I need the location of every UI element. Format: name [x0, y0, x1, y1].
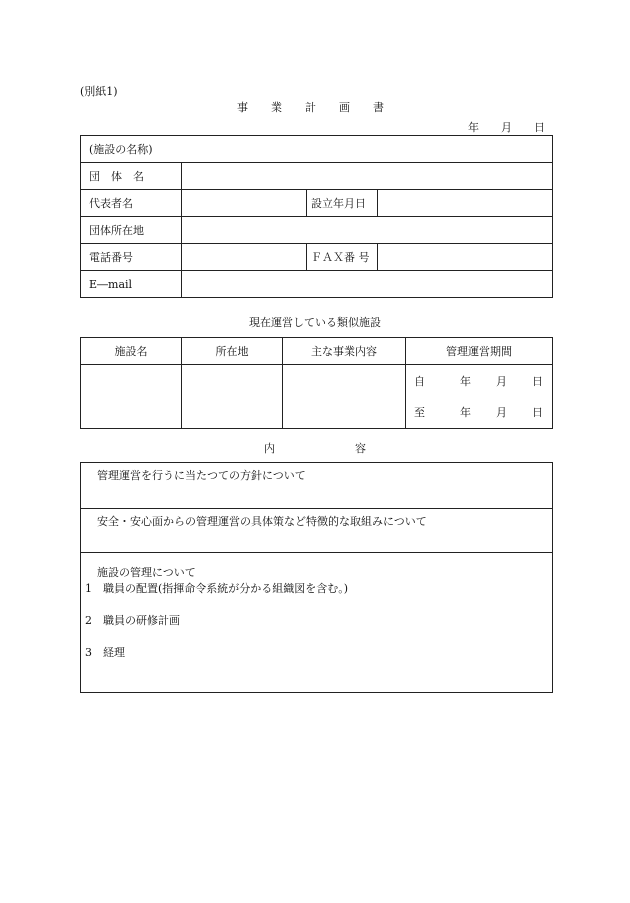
facility-name-label: (施設の名称) [81, 136, 553, 163]
safety-label: 安全・安心面からの管理運営の具体策など特徴的な取組みについて [97, 515, 427, 528]
col-header-facility-name: 施設名 [81, 338, 182, 365]
established-date-label: 設立年月日 [307, 190, 378, 217]
similar-business-field[interactable] [283, 365, 406, 429]
similar-facility-name-field[interactable] [81, 365, 182, 429]
date-line [446, 119, 545, 135]
group-name-label: 団 体 名 [81, 163, 182, 190]
title-char: 計 [305, 101, 316, 114]
staff-placement-item: 1 職員の配置(指揮命令系統が分かる組織図を含む。) [85, 582, 349, 595]
representative-label: 代表者名 [81, 190, 182, 217]
period-from-month: 月 [496, 374, 507, 388]
content-heading [0, 440, 630, 456]
title-char: 画 [339, 101, 350, 114]
group-name-field[interactable] [182, 163, 553, 190]
document-title [237, 99, 407, 115]
similar-facilities-heading: 現在運営している類似施設 [249, 316, 381, 329]
similar-period-field[interactable] [406, 365, 553, 429]
period-from-row [406, 365, 552, 396]
policy-section[interactable] [81, 463, 553, 509]
col-header-location: 所在地 [182, 338, 283, 365]
email-label: E―mail [81, 271, 182, 298]
period-from-label: 自 [414, 374, 425, 388]
content-heading-char: 内 [264, 442, 275, 455]
period-from-year: 年 [460, 374, 471, 388]
organization-info-table [80, 135, 553, 298]
address-label: 団体所在地 [81, 217, 182, 244]
phone-field[interactable] [182, 244, 307, 271]
col-header-main-business: 主な事業内容 [283, 338, 406, 365]
facility-management-title: 施設の管理について [97, 566, 196, 579]
period-to-month: 月 [496, 405, 507, 419]
policy-label: 管理運営を行うに当たつての方針について [97, 469, 306, 482]
fax-label: ＦＡＸ番 号 [307, 244, 378, 271]
representative-field[interactable] [182, 190, 307, 217]
email-field[interactable] [182, 271, 553, 298]
period-to-year: 年 [460, 405, 471, 419]
address-field[interactable] [182, 217, 553, 244]
period-to-row [406, 396, 552, 427]
content-heading-char: 容 [355, 442, 366, 455]
period-from-day: 日 [532, 374, 543, 388]
content-table [80, 462, 553, 693]
title-char: 事 [237, 101, 248, 114]
similar-facilities-table [80, 337, 553, 429]
facility-management-section[interactable] [81, 553, 553, 693]
period-to-label: 至 [414, 405, 425, 419]
accounting-item: 3 経理 [85, 646, 125, 659]
staff-training-item: 2 職員の研修計画 [85, 614, 180, 627]
fax-field[interactable] [378, 244, 553, 271]
established-date-field[interactable] [378, 190, 553, 217]
date-month-label: 月 [501, 121, 512, 134]
period-to-day: 日 [532, 405, 543, 419]
attachment-note: (別紙1) [80, 85, 118, 98]
col-header-period: 管理運営期間 [406, 338, 553, 365]
date-day-label: 日 [534, 121, 545, 134]
similar-location-field[interactable] [182, 365, 283, 429]
safety-section[interactable] [81, 509, 553, 553]
phone-label: 電話番号 [81, 244, 182, 271]
title-char: 業 [271, 101, 282, 114]
title-char: 書 [373, 101, 384, 114]
date-year-label: 年 [468, 121, 479, 134]
